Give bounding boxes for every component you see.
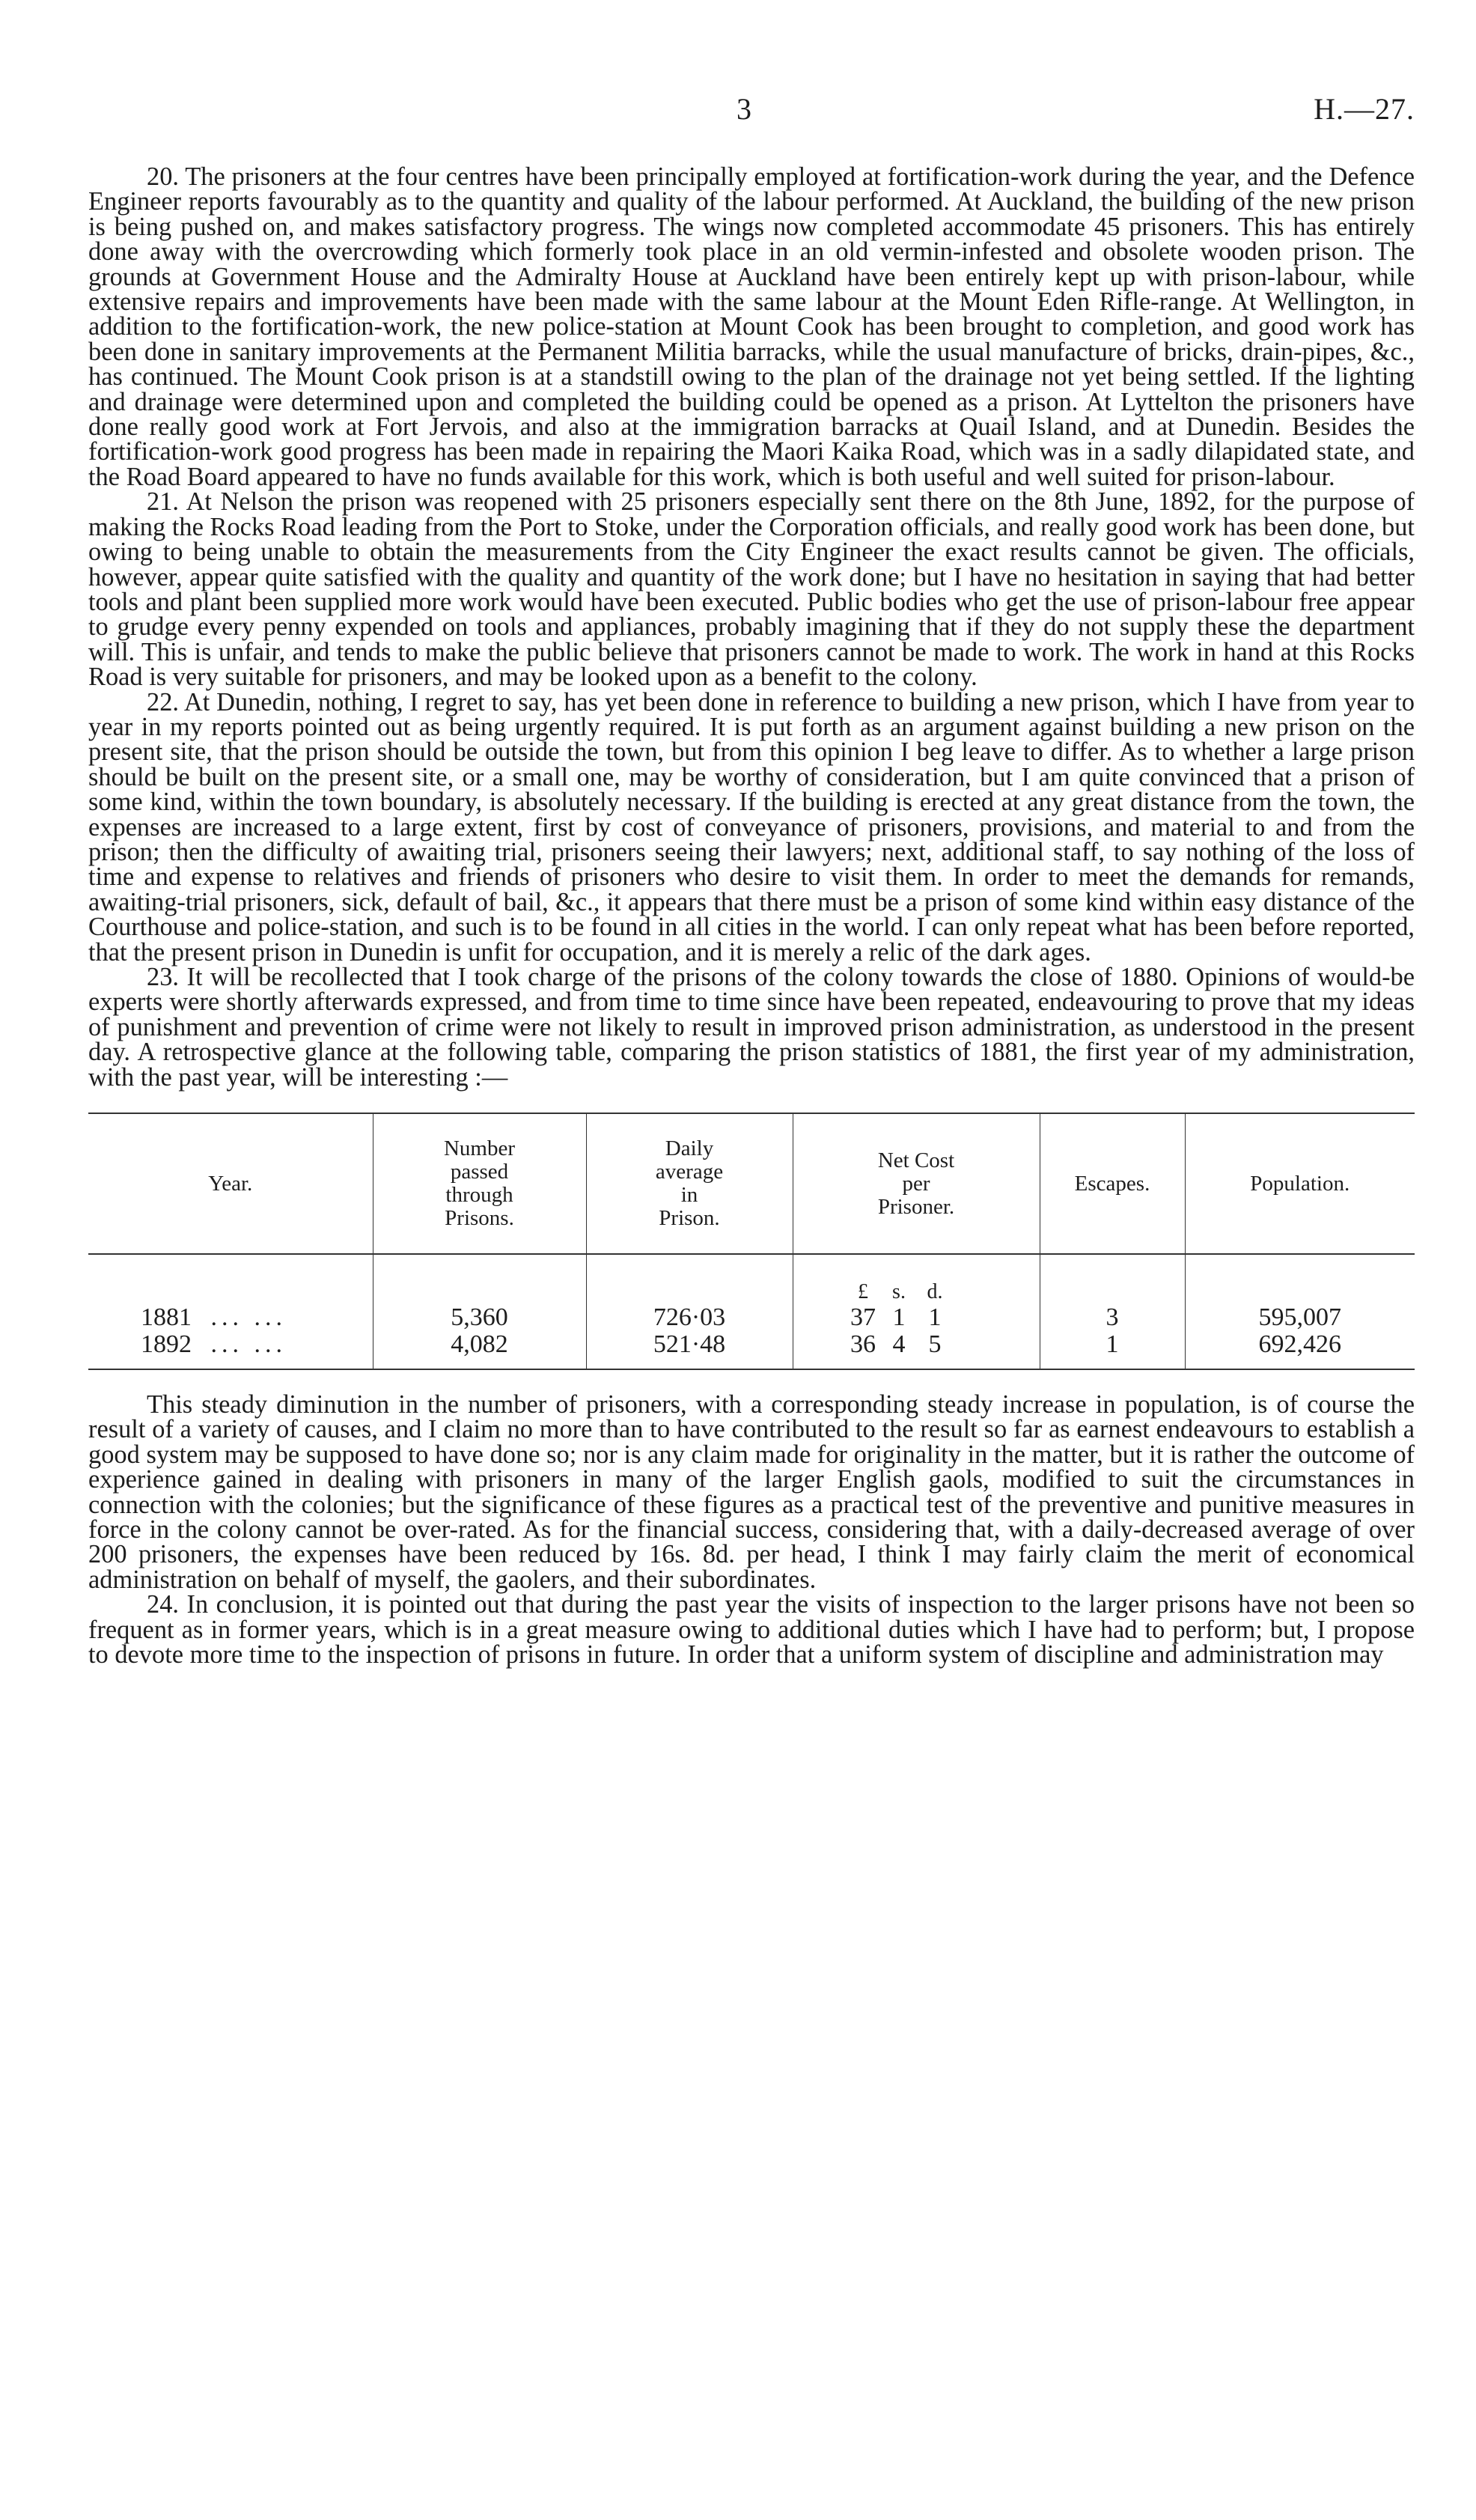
paragraph-24: 24. In conclusion, it is pointed out that during the past year the visits of inspection to the larger prisons have not been so frequent as in former years, which is in a great measure owing to additional duties which I have had to perform; but, I propose to devote more time to the inspection of prisons in future. In order that a uniform system of discipline and administration may: [88, 1590, 1415, 1670]
table-row: [88, 1331, 1415, 1369]
table-header-row: [88, 1113, 1415, 1254]
cell-escapes: 1: [1040, 1331, 1185, 1369]
cell-net-cost: 37 1 1: [793, 1304, 1040, 1331]
col-header-population: Population.: [1185, 1113, 1415, 1254]
cell-passed: 5,360: [373, 1304, 586, 1331]
paragraph-20: 20. The prisoners at the four centres have been principally employed at fortification-work during the year, and the Defence Engineer reports favourably as to the quantity and quality of the labour performed. At Auckland, the building of the new prison is being pushed on, and makes satisfactory progress. The wings now completed accommodate 45 prisoners. This has entirely done away with the overcrowding which formerly took place in an old vermin-infested and obsolete wooden prison. The grounds at Government House and the Admiralty House at Auckland have been entirely kept up with prison-labour, while extensive repairs and improvements have been made with the same labour at the Mount Eden Rifle-range. At Wellington, in addition to the fortification-work, the new police-station at Mount Cook has been brought to completion, and good work has been done in sanitary improvements at the Permanent Militia barracks, while the usual manufacture of bricks, drain-pipes, &c., has continued. The Mount Cook prison is at a standstill owing to the plan of the drainage not yet being settled. If the lighting and drainage were determined upon and completed the building could be opened as a prison. At Lyttelton the prisoners have done really good work at Fort Jervois, and also at the immigration barracks at Quail Island, and at Dunedin. Besides the fortification-work good progress has been made in repairing the Maori Kaika Road, which was in a sadly dilapidated state, and the Road Board appeared to have no funds available for this work, which is both useful and well suited for prison-labour.: [88, 162, 1415, 491]
paragraph-21: 21. At Nelson the prison was reopened with 25 prisoners especially sent there on the 8th June, 1892, for the purpose of making the Rocks Road leading from the Port to Stoke, under the Corporation officials, and really good work has been done, but owing to being unable to obtain the measurements from the City Engineer the exact results cannot be given. The officials, however, appear quite satisfied with the quality and quantity of the work done; but I have no hesitation in saying that had better tools and plant been supplied more work would have been executed. Public bodies who get the use of prison-labour free appear to grudge every penny expended on tools and appliances, probably imagining that if they do not supply these the department will. This is unfair, and tends to make the public believe that prisoners cannot be made to work. The work in hand at this Rocks Road is very suitable for prisoners, and may be looked upon as a benefit to the colony.: [88, 487, 1415, 692]
table-units-row: [88, 1254, 1415, 1304]
cell-net-cost: 36 4 5: [793, 1331, 1040, 1369]
prison-statistics-table: [88, 1113, 1415, 1370]
row-year: 1881: [141, 1303, 192, 1332]
paragraph-summary: This steady diminution in the number of prisoners, with a corresponding steady increase in population, is of course the result of a variety of causes, and I claim no more than to have contributed to the result so far as earnest endeavours to establish a good system may be supposed to have done so; nor is any claim made for originality in the matter, but it is rather the outcome of experience gained in dealing with prisoners in many of the larger English gaols, modified to suit the circumstances in connection with the colonies; but the significance of these figures as a practical test of the preventive and punitive measures in force in the colony cannot be over-rated. As for the financial success, considering that, with a daily-decreased average of over 200 prisoners, the expenses have been reduced by 16s. 8d. per head, I think I may fairly claim the merit of economical administration on behalf of myself, the gaolers, and their subordinates.: [88, 1390, 1415, 1594]
currency-units: £ s. d.: [793, 1254, 1040, 1304]
col-header-escapes: Escapes.: [1040, 1113, 1185, 1254]
col-header-daily-average: Daily average in Prison.: [586, 1113, 793, 1254]
table-row: [88, 1304, 1415, 1331]
spacer: [88, 1090, 1415, 1113]
col-header-number-passed: Number passed through Prisons.: [373, 1113, 586, 1254]
page-header: [88, 91, 1415, 129]
cell-average: 521·48: [586, 1331, 793, 1369]
paragraph-23: 23. It will be recollected that I took charge of the prisons of the colony towards the close of 1880. Opinions of would-be experts were shortly afterwards expressed, and from time to time since have been repeated, endeavouring to prove that my ideas of punishment and prevention of crime were not likely to result in improved prison administration, as understood in the present day. A retrospective glance at the following table, comparing the prison statistics of 1881, the first year of my administration, with the past year, will be interesting :—: [88, 963, 1415, 1092]
cell-passed: 4,082: [373, 1331, 586, 1369]
col-header-net-cost: Net Cost per Prisoner.: [793, 1113, 1040, 1254]
col-header-year: Year.: [208, 1171, 253, 1196]
cell-escapes: 3: [1040, 1304, 1185, 1331]
row-year: 1892: [141, 1330, 192, 1359]
cell-average: 726·03: [586, 1304, 793, 1331]
cell-population: 692,426: [1185, 1331, 1415, 1369]
document-reference: H.—27.: [1314, 92, 1415, 126]
leader-dots: ... ...: [210, 1303, 287, 1332]
spacer: [88, 1370, 1415, 1393]
paragraph-22: 22. At Dunedin, nothing, I regret to say, has yet been done in reference to building a new prison, which I have from year to year in my reports pointed out as being urgently required. It is put forth as an argument against building a new prison on the present site, that the prison should be outside the town, but from this opinion I beg leave to differ. As to whether a large prison should be built on the present site, or a small one, may be worthy of consideration, but I am quite convinced that a prison of some kind, within the town boundary, is absolutely necessary. If the building is erected at any great distance from the town, the expenses are increased to a large extent, first by cost of conveyance of prisoners, provisions, and material to and from the prison; then the difficulty of awaiting trial, prisoners seeing their lawyers; next, additional staff, to say nothing of the loss of time and expense to relatives and friends of prisoners who desire to visit them. In order to meet the demands for remands, awaiting-trial prisoners, sick, default of bail, &c., it appears that there must be a prison of some kind within easy distance of the Courthouse and police-station, and such is to be found in all cities in the world. I can only repeat what has been before reported, that the present prison in Dunedin is unfit for occupation, and it is merely a relic of the dark ages.: [88, 687, 1415, 967]
page-number: 3: [737, 92, 751, 126]
document-body: [88, 162, 1415, 1670]
cell-population: 595,007: [1185, 1304, 1415, 1331]
leader-dots: ... ...: [210, 1330, 287, 1359]
